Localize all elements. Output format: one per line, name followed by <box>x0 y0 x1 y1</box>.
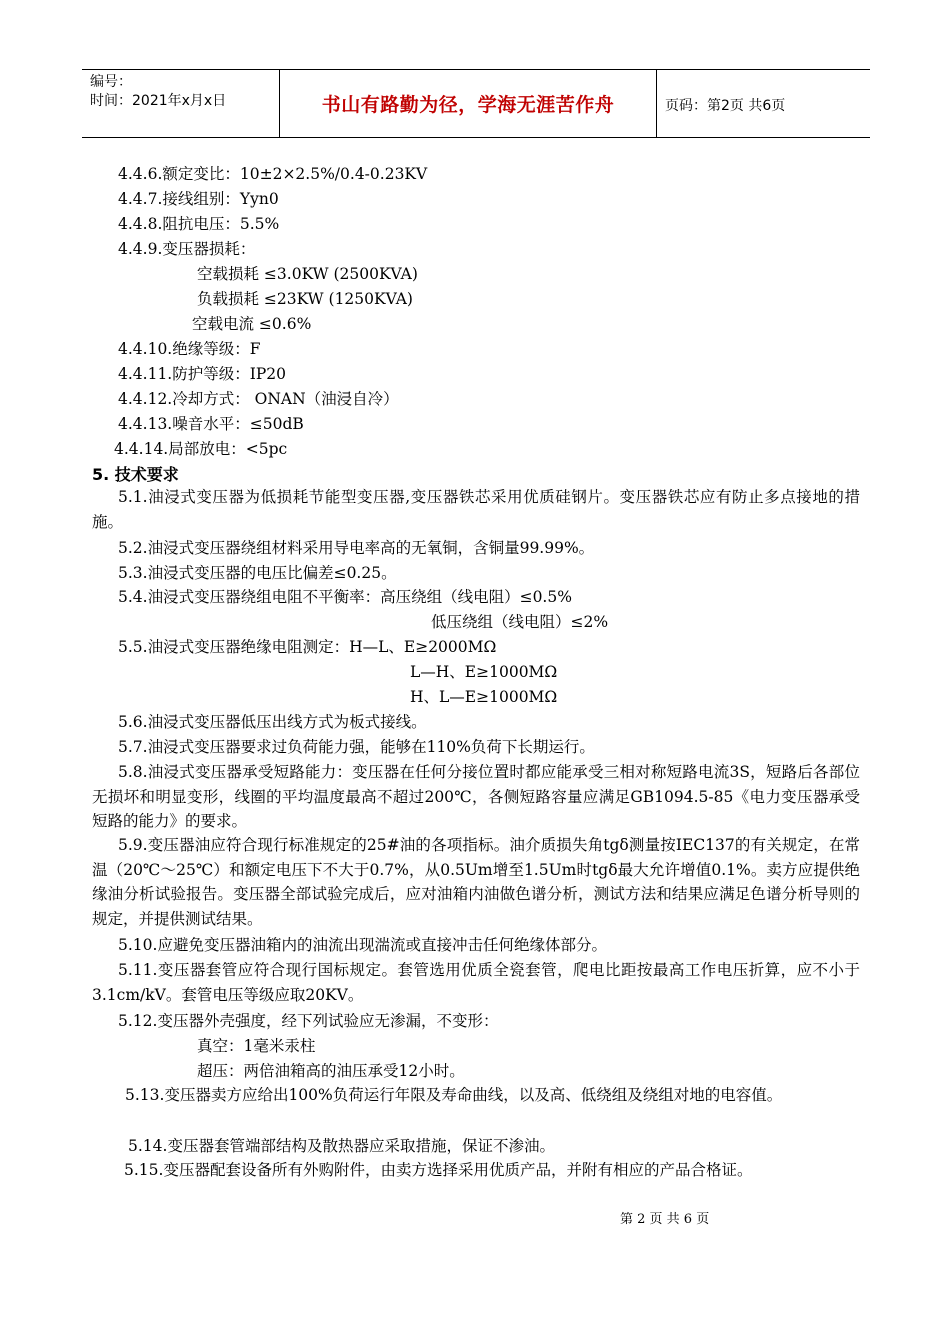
requirement-paragraph: 5.2.油浸式变压器绕组材料采用导电率高的无氧铜，含铜量99.99%。 <box>118 539 595 557</box>
spec-item: 4.4.13.噪音水平：≤50dB <box>118 415 304 433</box>
requirement-paragraph: 5.15.变压器配套设备所有外购附件，由卖方选择采用优质产品，并附有相应的产品合格证。 <box>124 1161 753 1179</box>
header-number: 编号： <box>90 74 132 90</box>
requirement-paragraph: 5.8.油浸式变压器承受短路能力：变压器在任何分接位置时都应能承受三相对称短路电流3S，短路后各部位无损坏和明显变形，线圈的平均温度最高不超过200℃，各侧短路容量应满足GB1094.5-85《电力变压器承受短路的能力》的要求。 <box>92 763 860 830</box>
requirement-paragraph: 5.4.油浸式变压器绕组电阻不平衡率：高压绕组（线电阻）≤0.5% <box>118 588 572 606</box>
spec-subitem: 空载电流 ≤0.6% <box>192 315 312 333</box>
requirement-line: 低压绕组（线电阻）≤2% <box>431 613 609 631</box>
requirement-paragraph: 5.6.油浸式变压器低压出线方式为板式接线。 <box>118 713 427 731</box>
spec-item: 4.4.14.局部放电：<5pc <box>114 440 288 458</box>
requirement-line: H、L—E≥1000MΩ <box>410 688 558 706</box>
header-divider <box>656 70 657 137</box>
requirement-paragraph: 5.11.变压器套管应符合现行国标规定。套管选用优质全瓷套管，爬电比距按最高工作电压折算，应不小于3.1cm/kV。套管电压等级应取20KV。 <box>92 961 860 1004</box>
spec-item: 4.4.6.额定变比：10±2×2.5%/0.4-0.23KV <box>118 165 428 183</box>
header-page-number: 页码：第2页 共6页 <box>665 98 786 114</box>
requirement-paragraph: 5.3.油浸式变压器的电压比偏差≤0.25。 <box>118 564 397 582</box>
header-date: 时间：2021年x月x日 <box>90 93 227 109</box>
spec-item: 4.4.10.绝缘等级：F <box>118 340 261 358</box>
section-heading: 5. 技术要求 <box>92 465 179 484</box>
requirement-paragraph: 5.7.油浸式变压器要求过负荷能力强，能够在110%负荷下长期运行。 <box>118 738 595 756</box>
page-header <box>82 69 870 138</box>
requirement-paragraph: 5.12.变压器外壳强度，经下列试验应无渗漏，不变形： <box>118 1012 499 1030</box>
page-footer: 第 2 页 共 6 页 <box>620 1212 710 1227</box>
requirement-paragraph: 5.13.变压器卖方应给出100%负荷运行年限及寿命曲线，以及高、低绕组及绕组对地的电容值。 <box>125 1086 783 1104</box>
spec-subitem: 负载损耗 ≤23KW (1250KVA) <box>197 290 413 308</box>
spec-subitem: 空载损耗 ≤3.0KW (2500KVA) <box>197 265 418 283</box>
requirement-line: 超压：两倍油箱高的油压承受12小时。 <box>197 1062 465 1080</box>
requirement-paragraph: 5.1.油浸式变压器为低损耗节能型变压器,变压器铁芯采用优质硅钢片。变压器铁芯应有防止多点接地的措施。 <box>92 488 860 531</box>
header-motto: 书山有路勤为径，学海无涯苦作舟 <box>321 94 615 116</box>
spec-item: 4.4.11.防护等级：IP20 <box>118 365 287 383</box>
requirement-paragraph: 5.14.变压器套管端部结构及散热器应采取措施，保证不渗油。 <box>128 1137 555 1155</box>
requirement-paragraph: 5.5.油浸式变压器绝缘电阻测定：H—L、E≥2000MΩ <box>118 638 497 656</box>
spec-item: 4.4.7.接线组别：Yyn0 <box>118 190 279 208</box>
requirement-line: 真空：1毫米汞柱 <box>197 1037 316 1055</box>
spec-item: 4.4.9.变压器损耗： <box>118 240 256 258</box>
requirement-paragraph: 5.9.变压器油应符合现行标准规定的25#油的各项指标。油介质损失角tgδ测量按IEC137的有关规定，在常温（20℃～25℃）和额定电压下不大于0.7%，从0.5Um增至1.5Um时tgδ最大允许增值0.1%。卖方应提供绝缘油分析试验报告。变压器全部试验完成后，应对油箱内油做色谱分析，测试方法和结果应满足色谱分析导则的规定，并提供测试结果。 <box>92 836 860 928</box>
spec-item: 4.4.12.冷却方式： ONAN（油浸自冷） <box>118 390 399 408</box>
spec-item: 4.4.8.阻抗电压：5.5% <box>118 215 280 233</box>
requirement-paragraph: 5.10.应避免变压器油箱内的油流出现湍流或直接冲击任何绝缘体部分。 <box>118 936 607 954</box>
requirement-line: L—H、E≥1000MΩ <box>410 663 558 681</box>
